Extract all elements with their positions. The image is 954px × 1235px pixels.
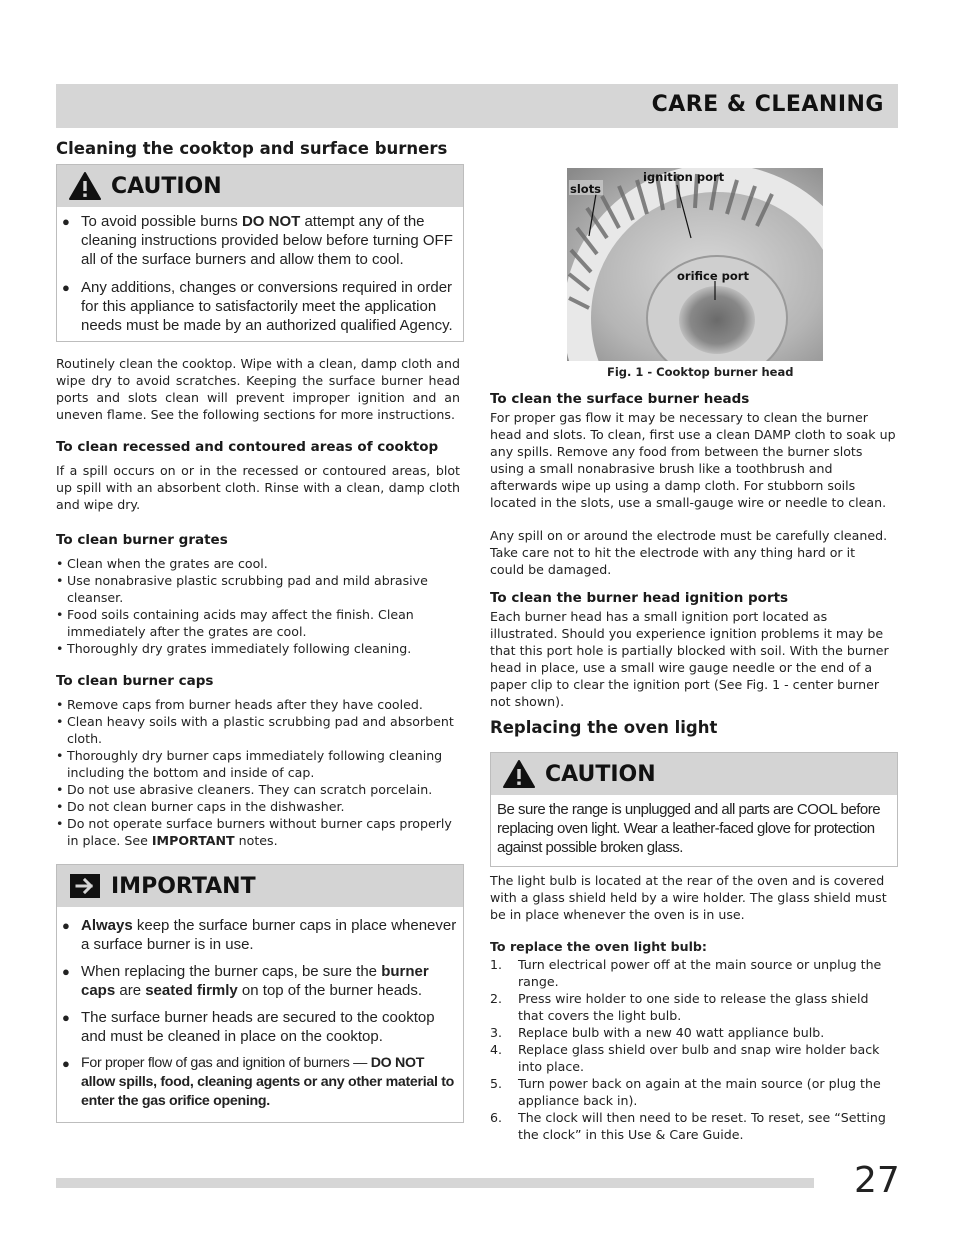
list-item: • Clean when the grates are cool. bbox=[56, 555, 460, 572]
caps-heading: To clean burner caps bbox=[56, 673, 214, 689]
list-item: • Thoroughly dry grates immediately following cleaning. bbox=[56, 640, 460, 657]
caution-box-oven bbox=[490, 752, 898, 867]
burner-head-photo bbox=[567, 168, 823, 361]
list-item: • Use nonabrasive plastic scrubbing pad and mild abrasive cleanser. bbox=[56, 572, 460, 606]
important-box bbox=[56, 864, 464, 1123]
caution-box bbox=[56, 164, 464, 342]
warning-icon bbox=[503, 759, 535, 789]
arrow-right-icon bbox=[69, 873, 101, 899]
list-item: • Do not operate surface burners without burner caps properly in place. See IMPORTANT notes. bbox=[56, 815, 460, 849]
grates-list bbox=[56, 555, 460, 657]
caution-label: CAUTION bbox=[545, 761, 656, 787]
recessed-heading: To clean recessed and contoured areas of cooktop bbox=[56, 439, 439, 455]
grates-heading: To clean burner grates bbox=[56, 532, 228, 548]
important-header bbox=[57, 865, 463, 907]
list-item: • Thoroughly dry burner caps immediately following cleaning including the bottom and inside of cap. bbox=[56, 747, 460, 781]
heads-text: For proper gas flow it may be necessary to clean the burner head and slots. To clean, first use a clean DAMP cloth to soak up any spills. Remove any food from between the burner slots using a small nonabrasive brush like a toothbrush and afterwards wipe up using a damp cloth. For stubborn soils located in the slots, use a small-gauge wire or needle to clean. bbox=[490, 410, 896, 510]
oven-light-intro: The light bulb is located at the rear of the oven and is covered with a glass shield held by a wire holder. The glass shield must be in place whenever the oven is in use. bbox=[490, 873, 887, 922]
figure-caption: Fig. 1 - Cooktop burner head bbox=[607, 365, 794, 379]
section-title: Cleaning the cooktop and surface burners bbox=[56, 139, 448, 158]
step-item: 3. Replace bulb with a new 40 watt appliance bulb. bbox=[490, 1025, 825, 1040]
steps-heading: To replace the oven light bulb: bbox=[490, 939, 707, 954]
important-label: IMPORTANT bbox=[111, 873, 256, 899]
list-item: • Do not use abrasive cleaners. They can scratch porcelain. bbox=[56, 781, 460, 798]
important-item: ● For proper flow of gas and ignition of burners — DO NOT allow spills, food, cleaning agents or any other material to enter the gas orifice opening. bbox=[59, 1054, 457, 1111]
list-item: • Food soils containing acids may affect the finish. Clean immediately after the grates are cool. bbox=[56, 606, 460, 640]
recessed-text: If a spill occurs on or in the recessed or contoured areas, blot up spill with an absorbent cloth. Rinse with a clean, damp cloth and wipe dry. bbox=[56, 463, 460, 512]
caution-list bbox=[57, 207, 463, 335]
list-item: • Remove caps from burner heads after they have cooled. bbox=[56, 696, 460, 713]
caution-item: ● Any additions, changes or conversions required in order for this appliance to satisfactorily meet the application needs must be made by an authorized qualified Agency. bbox=[59, 278, 457, 335]
caps-list bbox=[56, 696, 460, 849]
caution-header bbox=[491, 753, 897, 795]
important-item: ● The surface burner heads are secured to the cooktop and must be cleaned in place on the cooktop. bbox=[59, 1008, 457, 1046]
caution-header bbox=[57, 165, 463, 207]
step-item: 1. Turn electrical power off at the main source or unplug the range. bbox=[490, 957, 882, 989]
warning-icon bbox=[69, 171, 101, 201]
caution-item: ● To avoid possible burns DO NOT attempt any of the cleaning instructions provided below before turning OFF all of the surface burners and allow them to cool. bbox=[59, 212, 457, 269]
important-item: ● Always keep the surface burner caps in place whenever a surface burner is in use. bbox=[59, 916, 457, 954]
list-item: • Clean heavy soils with a plastic scrubbing pad and absorbent cloth. bbox=[56, 713, 460, 747]
caution-label: CAUTION bbox=[111, 173, 222, 199]
label-slots: slots bbox=[570, 182, 602, 196]
oven-light-heading: Replacing the oven light bbox=[490, 718, 718, 737]
page-section-title: CARE & CLEANING bbox=[651, 92, 884, 117]
electrode-text: Any spill on or around the electrode must be carefully cleaned. Take care not to hit the electrode with any thing hard or it could be damaged. bbox=[490, 528, 888, 577]
list-item: • Do not clean burner caps in the dishwasher. bbox=[56, 798, 460, 815]
steps-list bbox=[490, 956, 890, 1143]
step-item: 2. Press wire holder to one side to release the glass shield that covers the light bulb. bbox=[490, 991, 869, 1023]
ports-text: Each burner head has a small ignition port located as illustrated. Should you experience ignition problems it may be that this port hole is partially blocked with soil. With the burner head in place, use a small wire gauge needle or the end of a paper clip to clear the ignition port (See Fig. 1 - center burner not shown). bbox=[490, 609, 889, 709]
footer-band bbox=[56, 1178, 814, 1188]
step-item: 6. The clock will then need to be reset. To reset, see “Setting the clock” in this Use & Care Guide. bbox=[490, 1110, 886, 1142]
caution-text: Be sure the range is unplugged and all parts are COOL before replacing oven light. Wear a leather-faced glove for protection against possible broken glass. bbox=[497, 801, 881, 856]
ports-heading: To clean the burner head ignition ports bbox=[490, 590, 789, 606]
step-item: 5. Turn power back on again at the main source (or plug the appliance back in). bbox=[490, 1076, 881, 1108]
label-ignition-port: ignition port bbox=[643, 170, 725, 184]
important-list bbox=[57, 907, 463, 1111]
important-item: ● When replacing the burner caps, be sure the burner caps are seated firmly on top of the burner heads. bbox=[59, 962, 457, 1000]
label-orifice-port: orifice port bbox=[677, 269, 749, 283]
heads-heading: To clean the surface burner heads bbox=[490, 391, 750, 407]
page-number: 27 bbox=[854, 1160, 900, 1201]
intro-paragraph: Routinely clean the cooktop. Wipe with a clean, damp cloth and wipe dry to avoid scratches. Keeping the surface burner head ports and slots clean will prevent improper ignition and an uneven flame. See the following sections for more instructions. bbox=[56, 356, 460, 422]
step-item: 4. Replace glass shield over bulb and snap wire holder back into place. bbox=[490, 1042, 880, 1074]
